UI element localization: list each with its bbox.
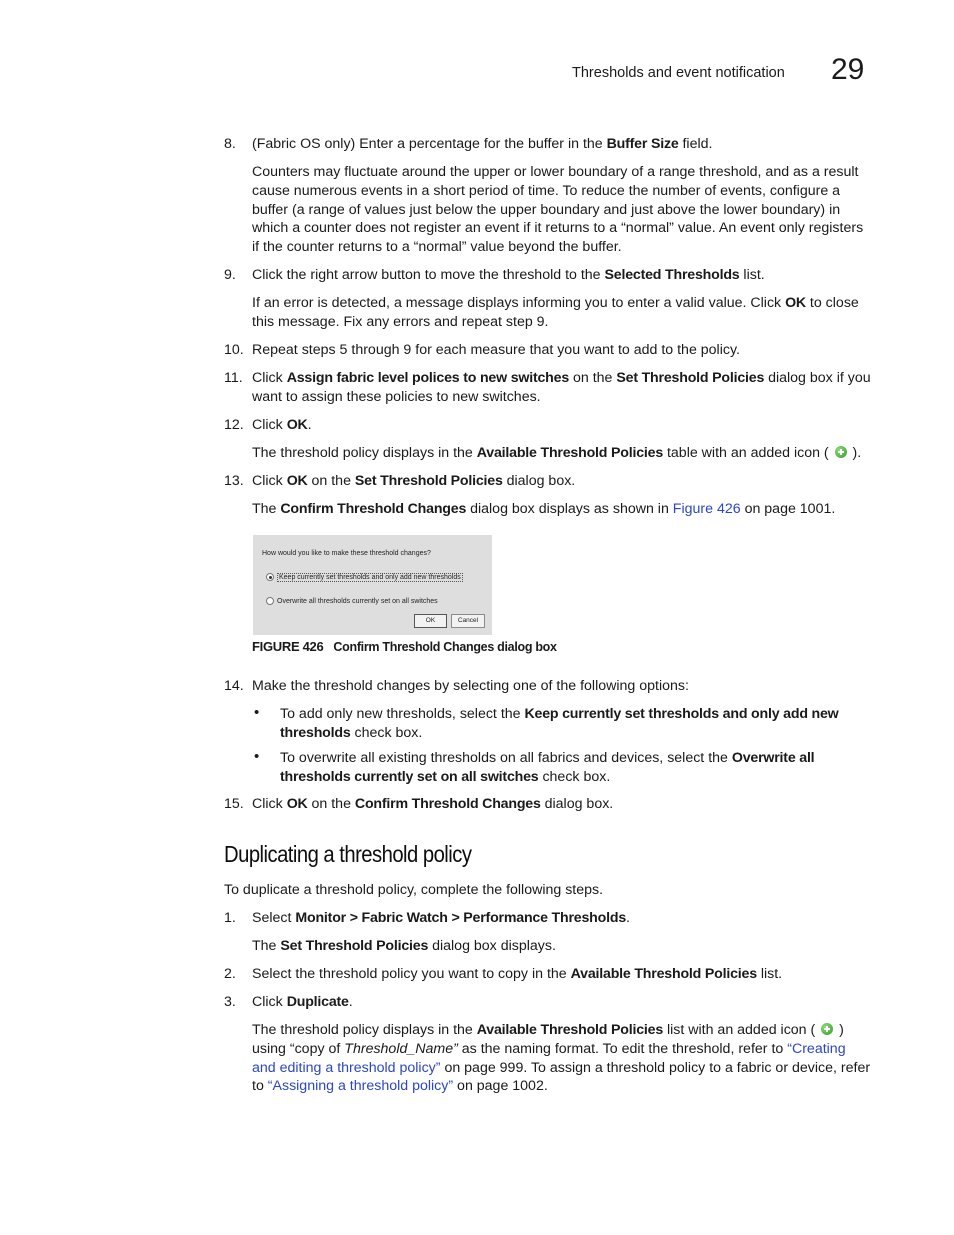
keep-thresholds-term: Keep currently set thresholds and only add new thresholds <box>280 706 839 741</box>
creating-editing-link[interactable]: “Creating and editing a threshold policy” <box>252 1040 846 1076</box>
bullet-2-mark: • <box>254 748 260 765</box>
dup-step-3-number: 3. <box>224 994 236 1010</box>
running-header-title: Thresholds and event notification <box>572 65 785 81</box>
confirm-threshold-changes-term: Confirm Threshold Changes <box>354 796 541 812</box>
step-13-number: 13. <box>224 473 244 489</box>
radio-unselected-icon[interactable] <box>266 597 274 605</box>
buffer-size-term: Buffer Size <box>606 136 679 152</box>
dialog-question: How would you like to make these threshold changes? <box>262 550 431 557</box>
dup-step-2-text: Select the threshold policy you want to copy in the Available Threshold Policies list. <box>252 966 783 982</box>
ok-term: OK <box>286 417 308 433</box>
set-threshold-policies-term: Set Threshold Policies <box>616 370 765 386</box>
add-icon <box>835 446 847 458</box>
chapter-number: 29 <box>831 53 865 86</box>
radio-selected-icon[interactable] <box>266 573 274 581</box>
set-threshold-policies-term: Set Threshold Policies <box>280 938 429 954</box>
step-15-number: 15. <box>224 796 244 812</box>
confirm-threshold-changes-dialog <box>253 535 492 635</box>
step-14-text: Make the threshold changes by selecting one of the following options: <box>252 678 689 694</box>
step-12-detail: The threshold policy displays in the Available Threshold Policies table with an added icon ( ). <box>252 445 862 461</box>
section-intro: To duplicate a threshold policy, complete the following steps. <box>224 882 604 898</box>
assigning-policy-link[interactable]: “Assigning a threshold policy” <box>267 1078 454 1095</box>
step-8-text: (Fabric OS only) Enter a percentage for the buffer in the Buffer Size field. <box>252 136 713 152</box>
dup-step-1-text: Select Monitor > Fabric Watch > Performance Thresholds. <box>252 910 630 926</box>
ok-term: OK <box>286 796 308 812</box>
assign-fabric-term: Assign fabric level polices to new switches <box>286 370 570 386</box>
duplicate-term: Duplicate <box>286 994 349 1010</box>
step-10-text: Repeat steps 5 through 9 for each measure that you want to add to the policy. <box>252 342 740 358</box>
step-12-text: Click OK. <box>252 417 312 433</box>
figure-caption-text: Confirm Threshold Changes dialog box <box>333 640 557 654</box>
bullet-2-text: To overwrite all existing thresholds on all fabrics and devices, select the Overwrite all thresholds currently set on all switches check box. <box>280 750 815 785</box>
step-11-number: 11. <box>224 370 243 386</box>
step-9-text: Click the right arrow button to move the threshold to the Selected Thresholds list. <box>252 267 765 283</box>
step-13-text: Click OK on the Set Threshold Policies dialog box. <box>252 473 576 489</box>
dialog-cancel-button[interactable]: Cancel <box>451 614 485 628</box>
figure-label: FIGURE 426 <box>252 639 324 654</box>
overwrite-thresholds-term: Overwrite all thresholds currently set on all switches <box>280 750 815 785</box>
step-8-detail: Counters may fluctuate around the upper or lower boundary of a range threshold, and as a result cause numerous events in a short period of time. To reduce the number of events, configure a buffer (a range of values just below the upper boundary and just above the lower boundary) in which a counter does not register an event if it returns to a “normal” value. An event only registers if the counter returns to a “normal” value beyond the buffer. <box>252 164 864 256</box>
available-threshold-policies-term: Available Threshold Policies <box>476 445 664 461</box>
dup-step-3-detail: The threshold policy displays in the Available Threshold Policies list with an added icon ( ) using “copy of Threshold_Name” as the naming format. To edit the threshold, refer to “Creating and editing a threshold policy” on page 999. To assign a threshold policy to a fabric or device, refer to “Assigning a threshold policy” on page 1002. <box>252 1022 871 1095</box>
step-14-number: 14. <box>224 678 244 694</box>
ok-term: OK <box>785 295 806 311</box>
step-10-number: 10. <box>224 342 244 358</box>
step-8-number: 8. <box>224 136 236 152</box>
dup-step-1-number: 1. <box>224 910 236 926</box>
overwrite-thresholds-option[interactable]: Overwrite all thresholds currently set on all switches <box>266 597 438 606</box>
step-12-number: 12. <box>224 417 244 433</box>
step-9-number: 9. <box>224 267 236 283</box>
step-9-detail: If an error is detected, a message displays informing you to enter a valid value. Click OK to close this message. Fix any errors and repeat step 9. <box>252 295 859 330</box>
step-15-text: Click OK on the Confirm Threshold Changes dialog box. <box>252 796 614 812</box>
available-threshold-policies-term: Available Threshold Policies <box>570 966 757 982</box>
available-threshold-policies-term: Available Threshold Policies <box>476 1022 664 1038</box>
section-heading: Duplicating a threshold policy <box>224 841 472 867</box>
bullet-1-text: To add only new thresholds, select the Keep currently set thresholds and only add new thresholds check box. <box>280 706 839 741</box>
ok-term: OK <box>286 473 308 489</box>
bullet-1-mark: • <box>254 704 260 721</box>
dup-step-3-text: Click Duplicate. <box>252 994 353 1010</box>
step-13-detail: The Confirm Threshold Changes dialog box displays as shown in Figure 426 on page 1001. <box>252 501 836 517</box>
step-11-text: Click Assign fabric level polices to new switches on the Set Threshold Policies dialog box if you want to assign these policies to new switches. <box>252 370 871 405</box>
dialog-ok-button[interactable]: OK <box>414 614 447 628</box>
dup-step-1-detail: The Set Threshold Policies dialog box displays. <box>252 938 556 954</box>
figure-426-link[interactable]: Figure 426 <box>672 501 741 517</box>
selected-thresholds-term: Selected Thresholds <box>604 267 740 283</box>
confirm-threshold-changes-term: Confirm Threshold Changes <box>280 501 467 517</box>
dup-step-2-number: 2. <box>224 966 236 982</box>
add-icon <box>821 1023 833 1035</box>
set-threshold-policies-term: Set Threshold Policies <box>354 473 503 489</box>
keep-thresholds-option[interactable]: Keep currently set thresholds and only add new thresholds <box>266 573 463 582</box>
menu-path-term: Monitor > Fabric Watch > Performance Thresholds <box>295 910 627 926</box>
figure-caption <box>252 638 557 657</box>
